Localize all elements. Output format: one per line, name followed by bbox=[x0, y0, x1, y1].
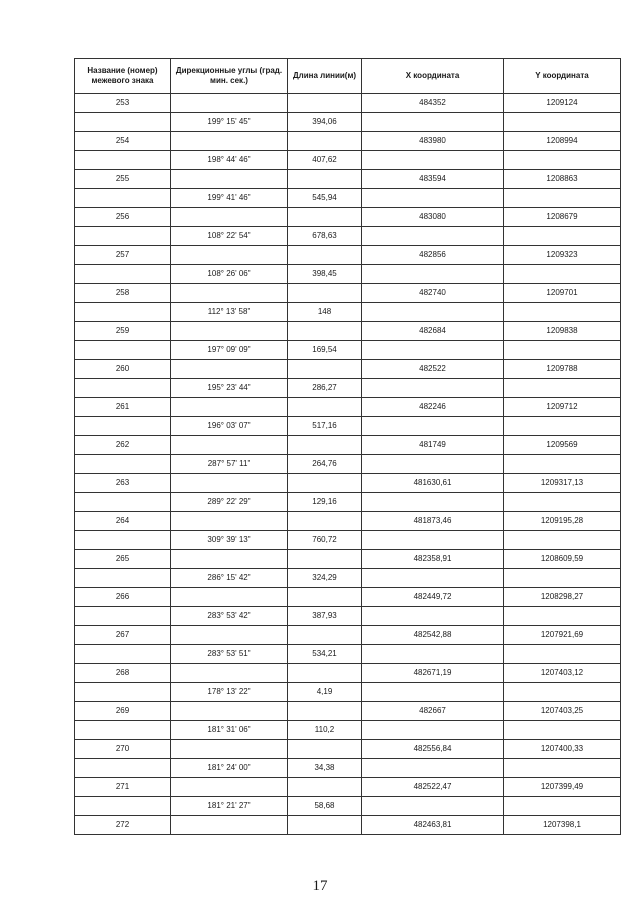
cell-x bbox=[362, 227, 504, 246]
table-row bbox=[75, 626, 621, 645]
cell-angle bbox=[171, 816, 288, 835]
cell-x bbox=[362, 569, 504, 588]
table-row bbox=[75, 341, 621, 360]
boundary-coordinates-table bbox=[74, 58, 621, 835]
cell-length: 148 bbox=[288, 303, 362, 322]
table-row bbox=[75, 493, 621, 512]
cell-x: 482449,72 bbox=[362, 588, 504, 607]
cell-name bbox=[75, 227, 171, 246]
cell-name bbox=[75, 569, 171, 588]
header-y: Y координата bbox=[504, 59, 621, 94]
cell-x: 483980 bbox=[362, 132, 504, 151]
table-row bbox=[75, 702, 621, 721]
cell-angle bbox=[171, 208, 288, 227]
table-row bbox=[75, 398, 621, 417]
table-row bbox=[75, 94, 621, 113]
cell-length bbox=[288, 626, 362, 645]
cell-x: 482522,47 bbox=[362, 778, 504, 797]
cell-length: 517,16 bbox=[288, 417, 362, 436]
cell-name bbox=[75, 493, 171, 512]
cell-angle bbox=[171, 550, 288, 569]
cell-angle bbox=[171, 474, 288, 493]
cell-length bbox=[288, 208, 362, 227]
cell-length: 264,76 bbox=[288, 455, 362, 474]
cell-name: 264 bbox=[75, 512, 171, 531]
table-row bbox=[75, 759, 621, 778]
table-row bbox=[75, 645, 621, 664]
cell-angle bbox=[171, 94, 288, 113]
cell-name bbox=[75, 189, 171, 208]
cell-angle bbox=[171, 778, 288, 797]
cell-x: 482740 bbox=[362, 284, 504, 303]
cell-name: 254 bbox=[75, 132, 171, 151]
cell-length bbox=[288, 550, 362, 569]
table-row bbox=[75, 284, 621, 303]
cell-y: 1209712 bbox=[504, 398, 621, 417]
cell-x bbox=[362, 759, 504, 778]
cell-angle: 196° 03' 07" bbox=[171, 417, 288, 436]
cell-y: 1209195,28 bbox=[504, 512, 621, 531]
table-row bbox=[75, 246, 621, 265]
table-row bbox=[75, 683, 621, 702]
table-row bbox=[75, 664, 621, 683]
table-row bbox=[75, 474, 621, 493]
cell-length bbox=[288, 132, 362, 151]
cell-y: 1208679 bbox=[504, 208, 621, 227]
table-row bbox=[75, 417, 621, 436]
cell-angle bbox=[171, 398, 288, 417]
cell-x bbox=[362, 417, 504, 436]
cell-x: 481630,61 bbox=[362, 474, 504, 493]
table-row bbox=[75, 588, 621, 607]
cell-x bbox=[362, 265, 504, 284]
cell-length: 407,62 bbox=[288, 151, 362, 170]
cell-angle: 108° 26' 06" bbox=[171, 265, 288, 284]
cell-length bbox=[288, 284, 362, 303]
cell-y: 1209788 bbox=[504, 360, 621, 379]
cell-y bbox=[504, 721, 621, 740]
cell-x: 482463,81 bbox=[362, 816, 504, 835]
cell-x bbox=[362, 531, 504, 550]
cell-length bbox=[288, 398, 362, 417]
cell-name: 268 bbox=[75, 664, 171, 683]
cell-y bbox=[504, 683, 621, 702]
table-row bbox=[75, 797, 621, 816]
cell-length: 169,54 bbox=[288, 341, 362, 360]
cell-y bbox=[504, 531, 621, 550]
cell-x: 484352 bbox=[362, 94, 504, 113]
cell-x bbox=[362, 151, 504, 170]
cell-angle: 197° 09' 09" bbox=[171, 341, 288, 360]
table-row bbox=[75, 208, 621, 227]
cell-length bbox=[288, 170, 362, 189]
cell-name: 270 bbox=[75, 740, 171, 759]
cell-length bbox=[288, 474, 362, 493]
cell-name: 256 bbox=[75, 208, 171, 227]
cell-y bbox=[504, 189, 621, 208]
cell-length: 545,94 bbox=[288, 189, 362, 208]
cell-angle: 112° 13' 58" bbox=[171, 303, 288, 322]
cell-x: 482246 bbox=[362, 398, 504, 417]
cell-name bbox=[75, 113, 171, 132]
cell-angle: 108° 22' 54" bbox=[171, 227, 288, 246]
header-name: Название (номер) межевого знака bbox=[75, 59, 171, 94]
cell-name bbox=[75, 759, 171, 778]
cell-y: 1209317,13 bbox=[504, 474, 621, 493]
cell-name: 269 bbox=[75, 702, 171, 721]
cell-x bbox=[362, 303, 504, 322]
cell-angle: 289° 22' 29" bbox=[171, 493, 288, 512]
cell-angle bbox=[171, 284, 288, 303]
cell-angle: 287° 57' 11" bbox=[171, 455, 288, 474]
table-row bbox=[75, 569, 621, 588]
table-row bbox=[75, 132, 621, 151]
table-header-row bbox=[75, 59, 621, 94]
cell-name: 261 bbox=[75, 398, 171, 417]
cell-y: 1208298,27 bbox=[504, 588, 621, 607]
cell-x: 482667 bbox=[362, 702, 504, 721]
cell-name bbox=[75, 341, 171, 360]
cell-name bbox=[75, 151, 171, 170]
cell-y bbox=[504, 797, 621, 816]
cell-y bbox=[504, 493, 621, 512]
cell-y: 1209124 bbox=[504, 94, 621, 113]
cell-angle bbox=[171, 740, 288, 759]
cell-name: 266 bbox=[75, 588, 171, 607]
cell-length: 129,16 bbox=[288, 493, 362, 512]
table-row bbox=[75, 436, 621, 455]
cell-y: 1209701 bbox=[504, 284, 621, 303]
cell-angle: 283° 53' 51" bbox=[171, 645, 288, 664]
table-row bbox=[75, 512, 621, 531]
cell-x: 483594 bbox=[362, 170, 504, 189]
cell-x: 482358,91 bbox=[362, 550, 504, 569]
cell-angle: 181° 31' 06" bbox=[171, 721, 288, 740]
cell-y bbox=[504, 645, 621, 664]
cell-name: 258 bbox=[75, 284, 171, 303]
cell-y: 1207403,12 bbox=[504, 664, 621, 683]
cell-length bbox=[288, 778, 362, 797]
cell-length: 324,29 bbox=[288, 569, 362, 588]
cell-length: 58,68 bbox=[288, 797, 362, 816]
cell-x: 482522 bbox=[362, 360, 504, 379]
cell-x bbox=[362, 683, 504, 702]
header-length: Длина линии(м) bbox=[288, 59, 362, 94]
cell-length bbox=[288, 664, 362, 683]
cell-y bbox=[504, 569, 621, 588]
table-row bbox=[75, 360, 621, 379]
cell-angle: 178° 13' 22" bbox=[171, 683, 288, 702]
cell-y: 1208994 bbox=[504, 132, 621, 151]
cell-angle bbox=[171, 626, 288, 645]
cell-name: 262 bbox=[75, 436, 171, 455]
cell-length: 34,38 bbox=[288, 759, 362, 778]
cell-length: 534,21 bbox=[288, 645, 362, 664]
cell-y bbox=[504, 607, 621, 626]
cell-y: 1207400,33 bbox=[504, 740, 621, 759]
cell-name bbox=[75, 721, 171, 740]
page-number: 17 bbox=[312, 878, 328, 894]
cell-angle bbox=[171, 512, 288, 531]
table-row bbox=[75, 778, 621, 797]
cell-angle bbox=[171, 436, 288, 455]
cell-length: 4,19 bbox=[288, 683, 362, 702]
cell-name: 255 bbox=[75, 170, 171, 189]
cell-y bbox=[504, 265, 621, 284]
cell-length bbox=[288, 436, 362, 455]
table-row bbox=[75, 303, 621, 322]
cell-name: 259 bbox=[75, 322, 171, 341]
table-row bbox=[75, 607, 621, 626]
cell-x bbox=[362, 113, 504, 132]
cell-x bbox=[362, 493, 504, 512]
cell-x: 482856 bbox=[362, 246, 504, 265]
table-body bbox=[75, 94, 621, 835]
cell-length: 678,63 bbox=[288, 227, 362, 246]
cell-angle: 198° 44' 46" bbox=[171, 151, 288, 170]
cell-x: 482542,88 bbox=[362, 626, 504, 645]
table-row bbox=[75, 113, 621, 132]
cell-y: 1208609,59 bbox=[504, 550, 621, 569]
cell-y: 1207398,1 bbox=[504, 816, 621, 835]
cell-angle bbox=[171, 170, 288, 189]
cell-angle: 195° 23' 44" bbox=[171, 379, 288, 398]
cell-x bbox=[362, 607, 504, 626]
cell-angle bbox=[171, 360, 288, 379]
header-angle: Дирекционные углы (град. мин. сек.) bbox=[171, 59, 288, 94]
cell-x: 482671,19 bbox=[362, 664, 504, 683]
cell-angle: 181° 24' 00" bbox=[171, 759, 288, 778]
cell-y bbox=[504, 379, 621, 398]
cell-x bbox=[362, 797, 504, 816]
cell-y bbox=[504, 417, 621, 436]
cell-y: 1208863 bbox=[504, 170, 621, 189]
cell-name: 267 bbox=[75, 626, 171, 645]
cell-name: 253 bbox=[75, 94, 171, 113]
table-row bbox=[75, 322, 621, 341]
cell-x bbox=[362, 379, 504, 398]
cell-length bbox=[288, 512, 362, 531]
cell-x bbox=[362, 645, 504, 664]
cell-length: 286,27 bbox=[288, 379, 362, 398]
header-x: X координата bbox=[362, 59, 504, 94]
cell-angle bbox=[171, 664, 288, 683]
cell-length: 760,72 bbox=[288, 531, 362, 550]
cell-name bbox=[75, 797, 171, 816]
table-row bbox=[75, 189, 621, 208]
cell-y bbox=[504, 455, 621, 474]
cell-y bbox=[504, 341, 621, 360]
cell-name bbox=[75, 303, 171, 322]
cell-angle bbox=[171, 702, 288, 721]
cell-x bbox=[362, 721, 504, 740]
cell-name bbox=[75, 683, 171, 702]
cell-y bbox=[504, 151, 621, 170]
table-row bbox=[75, 550, 621, 569]
cell-angle: 199° 15' 45" bbox=[171, 113, 288, 132]
cell-angle: 309° 39' 13" bbox=[171, 531, 288, 550]
cell-name: 257 bbox=[75, 246, 171, 265]
cell-y: 1209838 bbox=[504, 322, 621, 341]
cell-angle bbox=[171, 132, 288, 151]
table-row bbox=[75, 740, 621, 759]
cell-length: 387,93 bbox=[288, 607, 362, 626]
table-row bbox=[75, 816, 621, 835]
cell-name: 272 bbox=[75, 816, 171, 835]
cell-x bbox=[362, 455, 504, 474]
cell-length: 398,45 bbox=[288, 265, 362, 284]
cell-name: 271 bbox=[75, 778, 171, 797]
cell-length bbox=[288, 816, 362, 835]
cell-x bbox=[362, 341, 504, 360]
cell-y: 1209323 bbox=[504, 246, 621, 265]
cell-angle: 286° 15' 42" bbox=[171, 569, 288, 588]
cell-name bbox=[75, 531, 171, 550]
cell-x: 482556,84 bbox=[362, 740, 504, 759]
cell-angle: 181° 21' 27" bbox=[171, 797, 288, 816]
cell-y bbox=[504, 759, 621, 778]
cell-length bbox=[288, 702, 362, 721]
cell-name bbox=[75, 645, 171, 664]
cell-y: 1207403,25 bbox=[504, 702, 621, 721]
table-row bbox=[75, 455, 621, 474]
table-row bbox=[75, 379, 621, 398]
cell-name bbox=[75, 607, 171, 626]
cell-x: 481749 bbox=[362, 436, 504, 455]
cell-name bbox=[75, 265, 171, 284]
cell-y bbox=[504, 113, 621, 132]
cell-y: 1207399,49 bbox=[504, 778, 621, 797]
cell-y: 1207921,69 bbox=[504, 626, 621, 645]
cell-x bbox=[362, 189, 504, 208]
cell-name bbox=[75, 379, 171, 398]
cell-length bbox=[288, 740, 362, 759]
cell-x: 483080 bbox=[362, 208, 504, 227]
cell-name bbox=[75, 455, 171, 474]
cell-angle bbox=[171, 588, 288, 607]
cell-angle: 283° 53' 42" bbox=[171, 607, 288, 626]
cell-length bbox=[288, 322, 362, 341]
table-row bbox=[75, 531, 621, 550]
cell-length bbox=[288, 588, 362, 607]
cell-length: 110,2 bbox=[288, 721, 362, 740]
table-row bbox=[75, 170, 621, 189]
cell-length bbox=[288, 360, 362, 379]
cell-name: 263 bbox=[75, 474, 171, 493]
cell-angle bbox=[171, 246, 288, 265]
cell-x: 481873,46 bbox=[362, 512, 504, 531]
cell-angle bbox=[171, 322, 288, 341]
cell-y: 1209569 bbox=[504, 436, 621, 455]
cell-name: 265 bbox=[75, 550, 171, 569]
cell-x: 482684 bbox=[362, 322, 504, 341]
cell-name bbox=[75, 417, 171, 436]
cell-length bbox=[288, 246, 362, 265]
cell-length bbox=[288, 94, 362, 113]
cell-y bbox=[504, 227, 621, 246]
table-row bbox=[75, 151, 621, 170]
table-row bbox=[75, 721, 621, 740]
cell-angle: 199° 41' 46" bbox=[171, 189, 288, 208]
cell-length: 394,06 bbox=[288, 113, 362, 132]
table-row bbox=[75, 227, 621, 246]
cell-y bbox=[504, 303, 621, 322]
cell-name: 260 bbox=[75, 360, 171, 379]
table-row bbox=[75, 265, 621, 284]
